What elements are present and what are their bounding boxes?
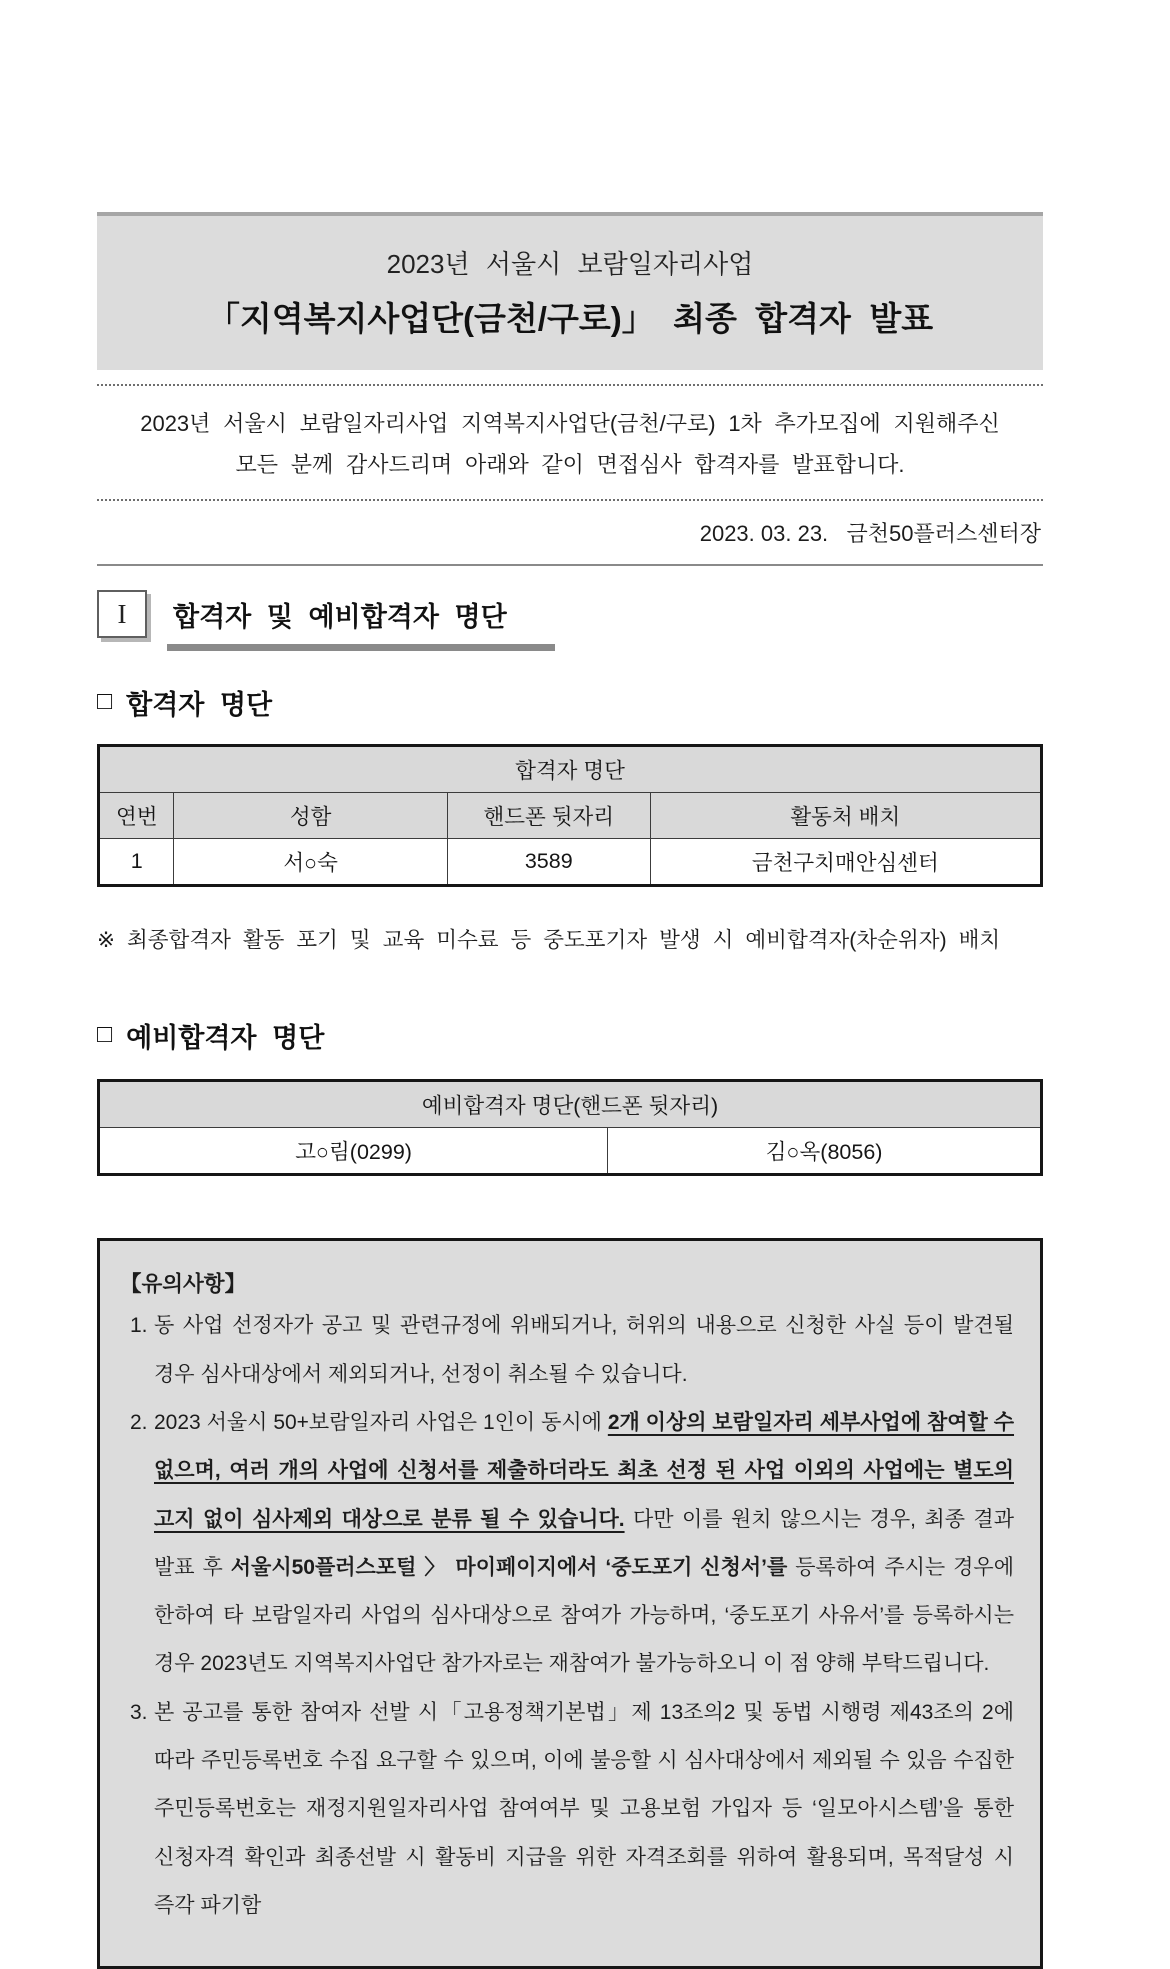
reserve-list-heading [97, 1016, 1043, 1055]
date-signature: 2023. 03. 23. 금천50플러스센터장 [699, 521, 1041, 547]
title-banner [97, 212, 1043, 370]
reserve-list-heading-label: 예비합격자 명단 [126, 1023, 325, 1054]
square-bullet-icon: □ [97, 1020, 113, 1049]
column-header-phone: 핸드폰 뒷자리 [447, 793, 650, 839]
intro-line-2: 모든 분께 감사드리며 아래와 같이 면접심사 합격자를 발표합니다. [235, 451, 905, 477]
document-title: 「지역복지사업단(금천/구로)」 최종 합격자 발표 [206, 300, 934, 337]
intro-line-1: 2023년 서울시 보람일자리사업 지역복지사업단(금천/구로) 1차 추가모집에 지원해주신 [140, 411, 1000, 436]
column-header-no: 연번 [99, 793, 174, 839]
section-numeral-box: I [97, 590, 147, 638]
cell-phone: 3589 [447, 839, 650, 886]
square-bullet-icon: □ [97, 687, 113, 716]
notice-box [97, 1238, 1043, 1969]
column-header-name: 성함 [174, 793, 447, 839]
cell-placement: 금천구치매안심센터 [650, 839, 1041, 886]
section-header [97, 590, 1043, 651]
table-row [99, 1128, 1042, 1175]
reserve-list-table [97, 1079, 1043, 1176]
reserve-cell-2: 김○옥(8056) [608, 1128, 1042, 1175]
notice-item-number: 2. [130, 1410, 148, 1434]
pass-table-header-row [99, 793, 1042, 839]
reserve-table-title-row [99, 1081, 1042, 1128]
pass-list-heading [97, 683, 1043, 722]
column-header-placement: 활동처 배치 [650, 793, 1041, 839]
notice-item-text: 2023 서울시 50+보람일자리 사업은 1인이 동시에 2개 이상의 보람일자리 세부사업에 참여할 수 없으며, 여러 개의 사업에 신청서를 제출하더라도 최초 선정 된 사업 이외의 사업에는 별도의 고지 없이 심사제외 대상으로 분류 될 수 있습니다. 다만 이를 원치 않으시는 경우, 최종 결과 발표 후 서울시50플러스포털 〉 마이페이지에서 ‘중도포기 신청서’를 등록하여 주시는 경우에 한하여 타 보람일자리 사업의 심사대상으로 참여가 가능하며, ‘중도포기 사유서’를 등록하시는 경우 2023년도 지역복지사업단 참가자로는 재참여가 불가능하오니 이 점 양해 부탁드립니다. [154, 1410, 1015, 1676]
cell-no: 1 [99, 839, 174, 886]
section-title: 합격자 및 예비합격자 명단 [167, 590, 555, 651]
reserve-cell-1: 고○림(0299) [99, 1128, 608, 1175]
notice-item-text: 본 공고를 통한 참여자 선발 시「고용정책기본법」제 13조의2 및 동법 시행령 제43조의 2에 따라 주민등록번호 수집 요구할 수 있으며, 이에 불응할 시 심사대상에서 제외될 수 있음 수집한 주민등록번호는 재정지원일자리사업 참여여부 및 고용보험 가입자 등 ‘일모아시스템’을 통한 신청자격 확인과 최종선발 시 활동비 지급을 위한 자격조회를 위하여 활용되며, 목적달성 시 즉각 파기함 [154, 1700, 1014, 1917]
notice-item-3 [120, 1689, 1016, 1930]
notice-item-text: 동 사업 선정자가 공고 및 관련규정에 위배되거나, 허위의 내용으로 신청한 사실 등이 발견될 경우 심사대상에서 제외되거나, 선정이 취소될 수 있습니다. [154, 1314, 1014, 1386]
notice-title: 【유의사항】 [120, 1272, 247, 1297]
table-row [99, 839, 1042, 886]
notice-item-1 [120, 1302, 1016, 1399]
pass-list-heading-label: 합격자 명단 [126, 690, 273, 721]
dotted-divider-top [97, 384, 1043, 386]
cell-name: 서○숙 [174, 839, 447, 886]
pass-table-title-row [99, 746, 1042, 793]
notice-item-number: 1. [130, 1314, 148, 1338]
notice-item-2 [120, 1399, 1016, 1689]
pass-table-title: 합격자 명단 [99, 746, 1042, 793]
solid-divider [97, 564, 1043, 566]
pass-list-table [97, 744, 1043, 887]
substitute-note: ※ 최종합격자 활동 포기 및 교육 미수료 등 중도포기자 발생 시 예비합격자(차순위자) 배치 [97, 928, 1001, 953]
document-subtitle: 2023년 서울시 보람일자리사업 [386, 249, 754, 279]
notice-item-number: 3. [130, 1700, 148, 1724]
intro-paragraph [97, 404, 1043, 485]
reserve-table-title: 예비합격자 명단(핸드폰 뒷자리) [99, 1081, 1042, 1128]
document-page [97, 0, 1043, 1969]
